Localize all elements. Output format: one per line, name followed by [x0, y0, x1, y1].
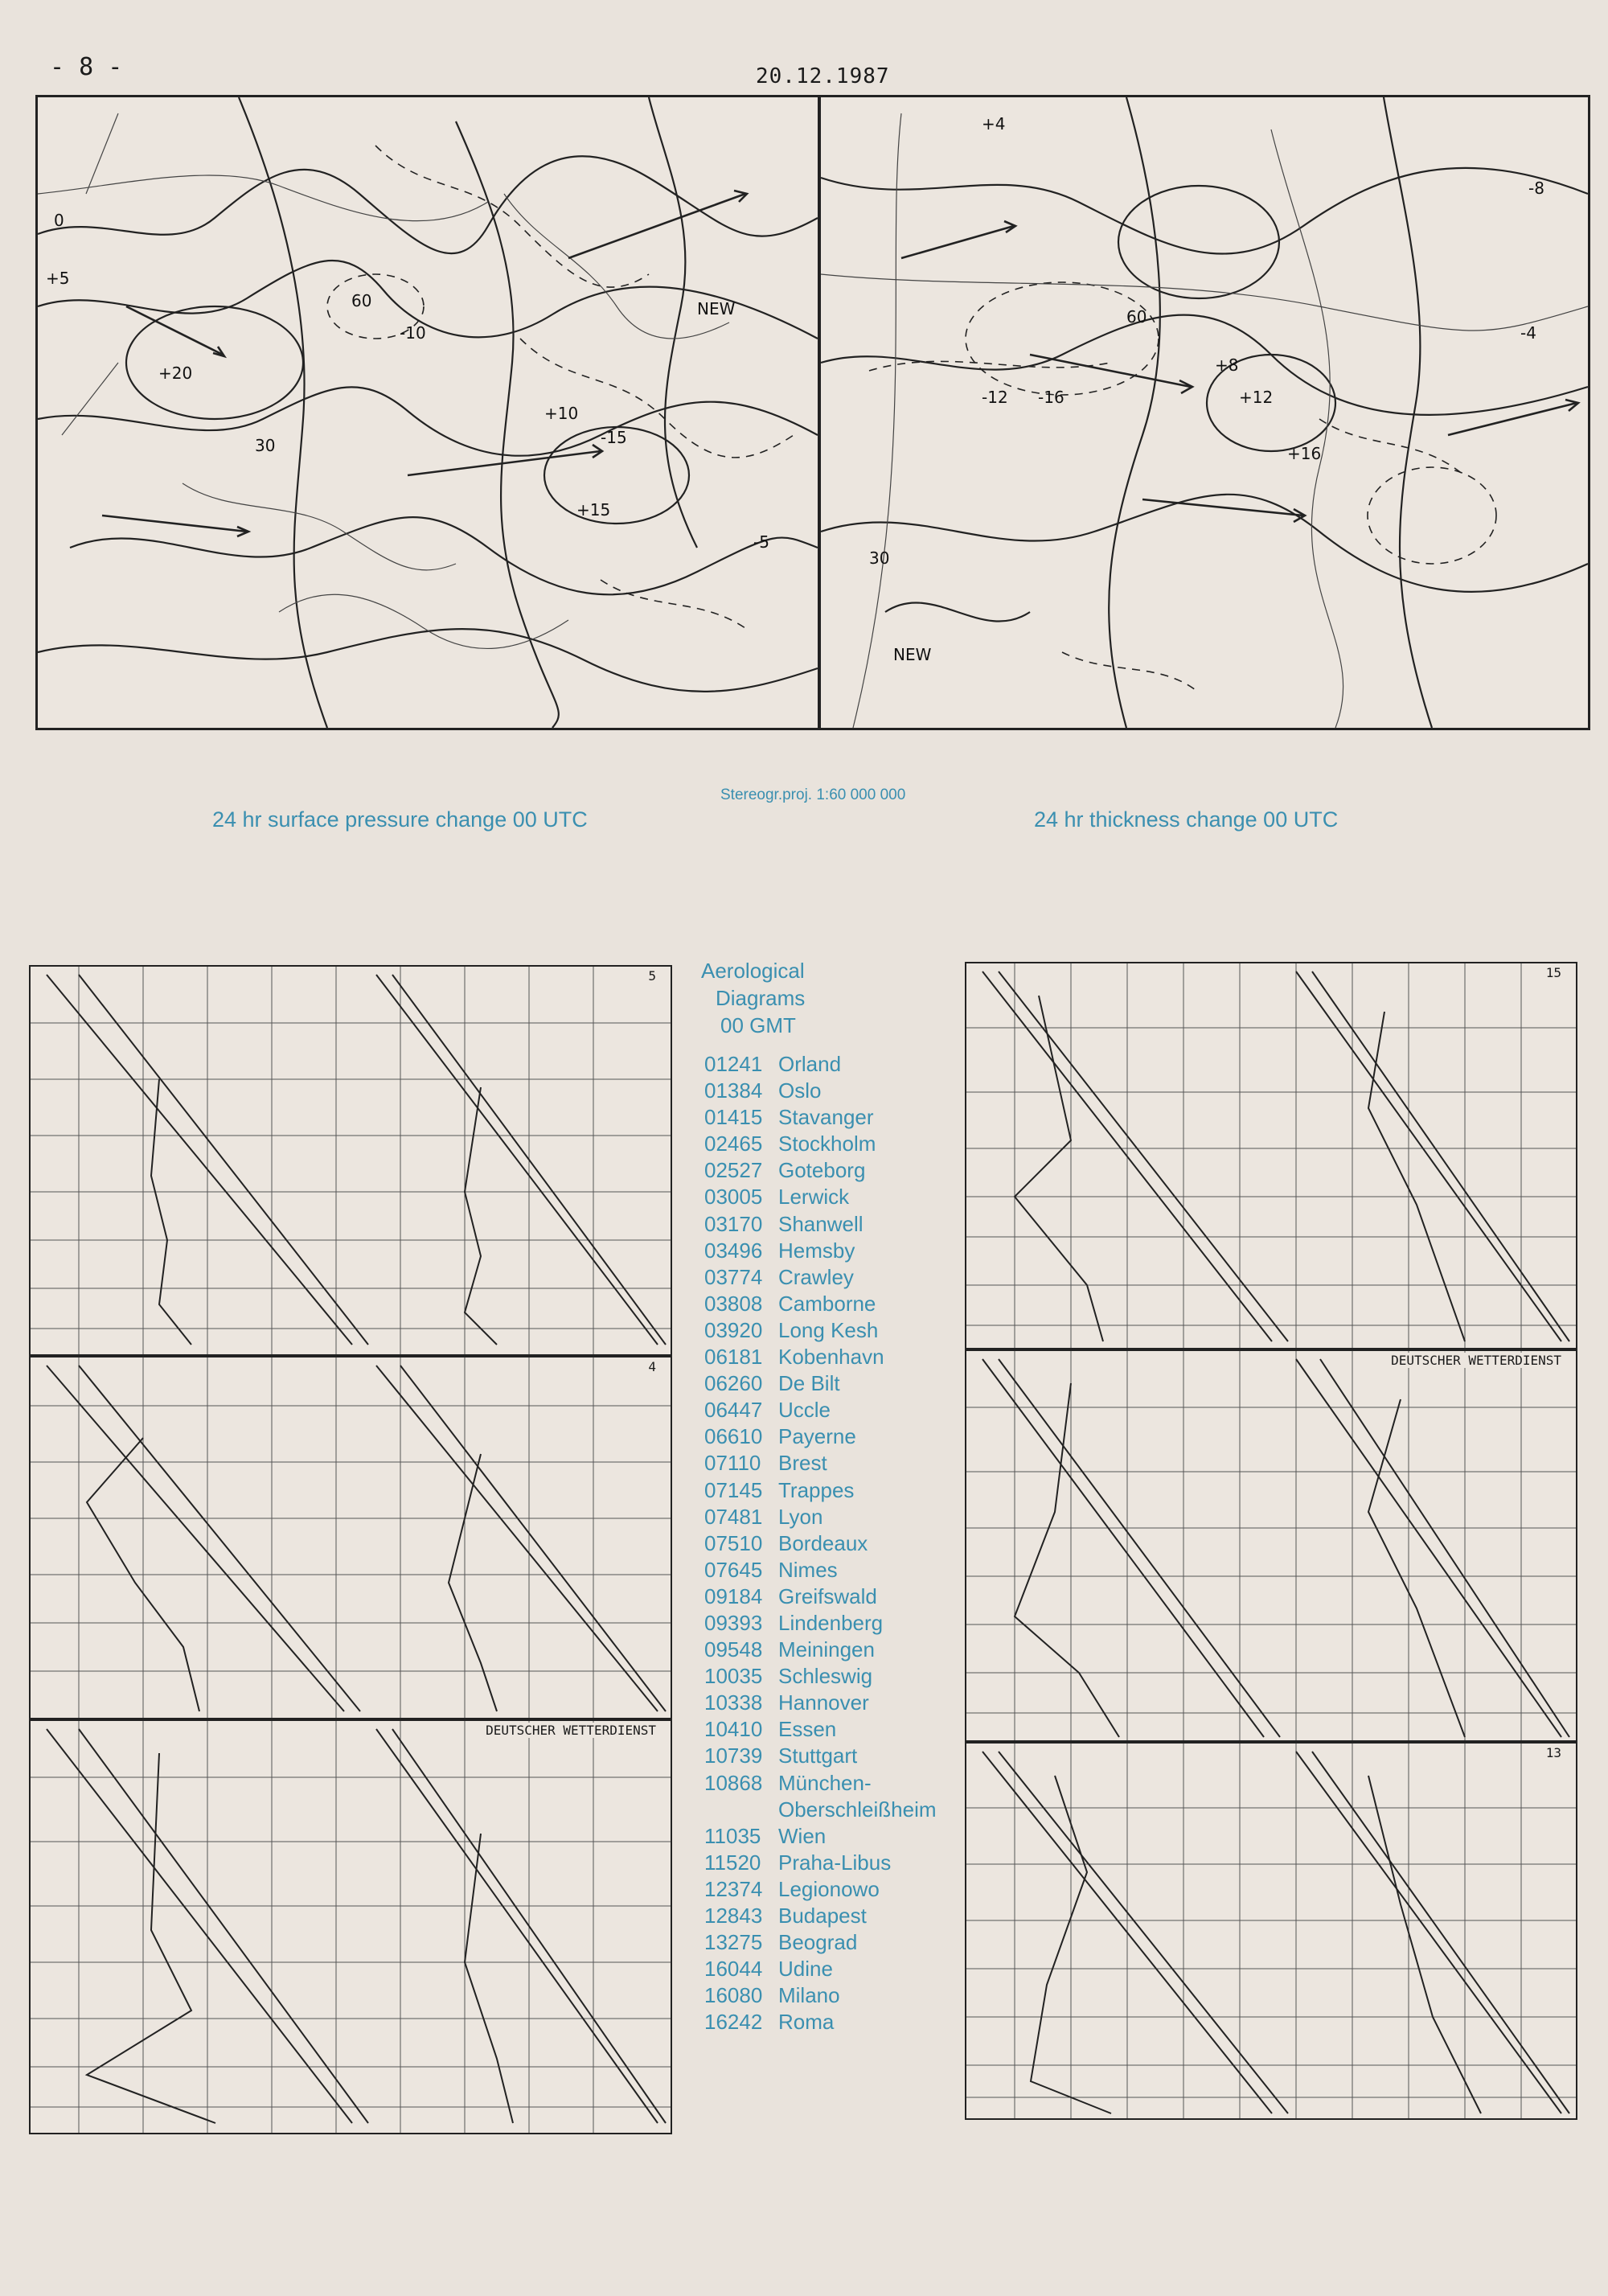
aerological-diagram-right-3 [965, 1742, 1577, 2120]
station-name: Essen [778, 1717, 837, 1742]
station-row [704, 2009, 962, 2035]
station-name: Hannover [778, 1690, 869, 1715]
station-id: 16242 [704, 2010, 763, 2035]
station-id: 02527 [704, 1158, 763, 1183]
skew-t-plot [966, 1744, 1576, 2118]
station-row [704, 1264, 962, 1291]
station-name: Milano [778, 1983, 840, 2008]
station-name: Shanwell [778, 1211, 863, 1236]
station-id: 09548 [704, 1637, 763, 1662]
map-label: 30 [255, 436, 276, 455]
station-name: Stavanger [778, 1105, 874, 1130]
station-row [704, 1397, 962, 1423]
map-label: -8 [1528, 179, 1544, 198]
map-label: +20 [158, 363, 193, 383]
station-id: 12843 [704, 1904, 763, 1928]
station-row [704, 1637, 962, 1663]
station-id: 11520 [704, 1850, 761, 1875]
station-name: Oslo [778, 1078, 822, 1103]
station-name: Long Kesh [778, 1317, 879, 1342]
station-row [704, 1051, 962, 1078]
station-id: 09393 [704, 1610, 763, 1635]
station-name: Lerwick [778, 1185, 850, 1210]
heading-line-1: Aerological [701, 959, 805, 983]
map-label: -15 [601, 428, 627, 447]
station-row [704, 1291, 962, 1317]
issue-date: 20.12.1987 [756, 64, 890, 88]
station-name: Crawley [778, 1264, 854, 1289]
left-map-caption: 24 hr surface pressure change 00 UTC [212, 807, 588, 832]
station-id: 10868 [704, 1770, 763, 1795]
diagram-number: 5 [645, 968, 659, 984]
station-name: Lyon [778, 1504, 823, 1529]
station-name: Camborne [778, 1291, 876, 1316]
station-id: 03774 [704, 1264, 763, 1289]
station-row [704, 1982, 962, 2009]
station-row [704, 1716, 962, 1743]
station-name: Wien [778, 1823, 827, 1848]
station-row [704, 1078, 962, 1104]
station-row [704, 1104, 962, 1131]
station-name: Oberschleißheim [778, 1797, 937, 1822]
map-label: -10 [400, 323, 426, 343]
right-map-caption: 24 hr thickness change 00 UTC [1034, 807, 1339, 832]
station-row [704, 1770, 962, 1797]
station-row [704, 1690, 962, 1716]
aerological-diagram-left-2 [29, 1356, 672, 1719]
projection-note: Stereogr.proj. 1:60 000 000 [720, 787, 906, 803]
station-name: Schleswig [778, 1664, 873, 1689]
station-name: Orland [778, 1052, 842, 1076]
station-row [704, 1344, 962, 1370]
aerological-diagram-right-1 [965, 962, 1577, 1349]
station-name: Kobenhavn [778, 1345, 884, 1370]
station-row [704, 1823, 962, 1850]
station-id: 07110 [704, 1451, 761, 1476]
map-label: -5 [753, 532, 769, 552]
station-id: 07481 [704, 1504, 763, 1529]
station-row [704, 1317, 962, 1344]
station-row [704, 1530, 962, 1557]
station-row [704, 1743, 962, 1769]
aerological-heading [701, 957, 805, 1039]
station-row [704, 1450, 962, 1477]
station-name: Goteborg [778, 1158, 866, 1183]
map-label: +15 [576, 500, 611, 520]
station-id: 06447 [704, 1398, 763, 1423]
diagram-number: 13 [1543, 1745, 1565, 1760]
station-id: 03496 [704, 1238, 763, 1263]
station-row [704, 1583, 962, 1610]
station-id: 03005 [704, 1185, 763, 1210]
station-row [704, 1663, 962, 1690]
station-name: Udine [778, 1957, 833, 1982]
station-name: Stuttgart [778, 1744, 858, 1768]
skew-t-plot [31, 967, 671, 1354]
skew-t-plot [966, 963, 1576, 1348]
station-id: 16080 [704, 1983, 763, 2008]
station-name: De Bilt [778, 1371, 840, 1396]
station-id: 06181 [704, 1345, 763, 1370]
station-name: Legionowo [778, 1876, 880, 1901]
aerological-diagram-left-3 [29, 1719, 672, 2134]
thickness-map-graphic [821, 97, 1588, 728]
station-id: 10035 [704, 1664, 763, 1689]
map-label: +4 [982, 114, 1006, 133]
station-name: Beograd [778, 1930, 858, 1955]
station-name: Hemsby [778, 1238, 855, 1263]
surface-pressure-map-graphic [38, 97, 818, 728]
station-id: 10338 [704, 1690, 763, 1715]
diagram-number: DEUTSCHER WETTERDIENST [482, 1723, 659, 1738]
map-label: NEW [697, 299, 736, 318]
station-id: 03920 [704, 1317, 763, 1342]
diagram-number: 15 [1543, 965, 1565, 980]
station-row [704, 1903, 962, 1929]
station-row [704, 1157, 962, 1184]
station-id: 01241 [704, 1052, 763, 1076]
station-row [704, 1504, 962, 1530]
station-id: 10739 [704, 1744, 763, 1768]
station-name: Greifswald [778, 1583, 877, 1608]
station-id: 13275 [704, 1930, 763, 1955]
station-id: 16044 [704, 1957, 763, 1982]
station-id: 01415 [704, 1105, 763, 1130]
station-name: Trappes [778, 1477, 855, 1502]
station-id: 11035 [704, 1823, 761, 1848]
station-id: 03170 [704, 1211, 763, 1236]
station-id: 07645 [704, 1557, 763, 1582]
station-row [704, 1184, 962, 1210]
map-label: +5 [46, 269, 70, 288]
station-name: Uccle [778, 1398, 831, 1423]
station-id: 03808 [704, 1291, 763, 1316]
station-id [704, 1797, 778, 1823]
station-row [704, 1610, 962, 1637]
map-label: +8 [1215, 355, 1239, 375]
diagram-number: 4 [645, 1359, 659, 1374]
diagram-number: DEUTSCHER WETTERDIENST [1388, 1353, 1565, 1368]
station-name: München- [778, 1770, 872, 1795]
map-label: 60 [351, 291, 372, 310]
station-id: 01384 [704, 1078, 763, 1103]
station-row [704, 1477, 962, 1504]
station-row [704, 1370, 962, 1397]
aerological-diagram-right-2 [965, 1349, 1577, 1742]
station-row [704, 1850, 962, 1876]
station-id: 06610 [704, 1424, 763, 1449]
station-id: 02465 [704, 1132, 763, 1156]
station-name: Stockholm [778, 1132, 876, 1156]
station-name: Praha-Libus [778, 1850, 892, 1875]
station-id: 10410 [704, 1717, 763, 1742]
surface-pressure-change-map [35, 95, 820, 730]
station-list [704, 1051, 962, 2035]
station-name: Roma [778, 2010, 835, 2035]
station-row [704, 1929, 962, 1956]
map-label: 60 [1126, 307, 1147, 327]
skew-t-plot [31, 1721, 671, 2133]
skew-t-plot [31, 1357, 671, 1718]
station-row [704, 1423, 962, 1450]
map-label: 30 [869, 548, 890, 568]
station-name: Budapest [778, 1904, 867, 1928]
map-label: -16 [1038, 388, 1064, 407]
map-label: NEW [893, 645, 932, 664]
station-row [704, 1211, 962, 1238]
station-name: Bordeaux [778, 1530, 868, 1555]
page-number: - 8 - [50, 53, 123, 81]
thickness-change-map [818, 95, 1590, 730]
map-label: +10 [544, 404, 579, 423]
station-name: Lindenberg [778, 1610, 884, 1635]
station-name: Payerne [778, 1424, 856, 1449]
skew-t-plot [966, 1351, 1576, 1740]
station-row [704, 1876, 962, 1903]
aerological-diagram-left-1 [29, 965, 672, 1356]
heading-line-3: 00 GMT [720, 1013, 796, 1037]
station-name: Meiningen [778, 1637, 875, 1662]
station-name: Brest [778, 1451, 827, 1476]
station-row [704, 1797, 962, 1823]
map-label: -4 [1520, 323, 1536, 343]
station-id: 07510 [704, 1530, 763, 1555]
station-row [704, 1956, 962, 1982]
station-id: 07145 [704, 1477, 763, 1502]
station-name: Nimes [778, 1557, 838, 1582]
station-id: 09184 [704, 1583, 763, 1608]
heading-line-2: Diagrams [716, 986, 806, 1010]
station-id: 06260 [704, 1371, 763, 1396]
map-label: +12 [1239, 388, 1274, 407]
station-row [704, 1238, 962, 1264]
station-id: 12374 [704, 1876, 763, 1901]
map-label: 0 [54, 211, 64, 230]
map-label: +16 [1287, 444, 1322, 463]
station-row [704, 1131, 962, 1157]
station-row [704, 1557, 962, 1583]
map-label: -12 [982, 388, 1008, 407]
